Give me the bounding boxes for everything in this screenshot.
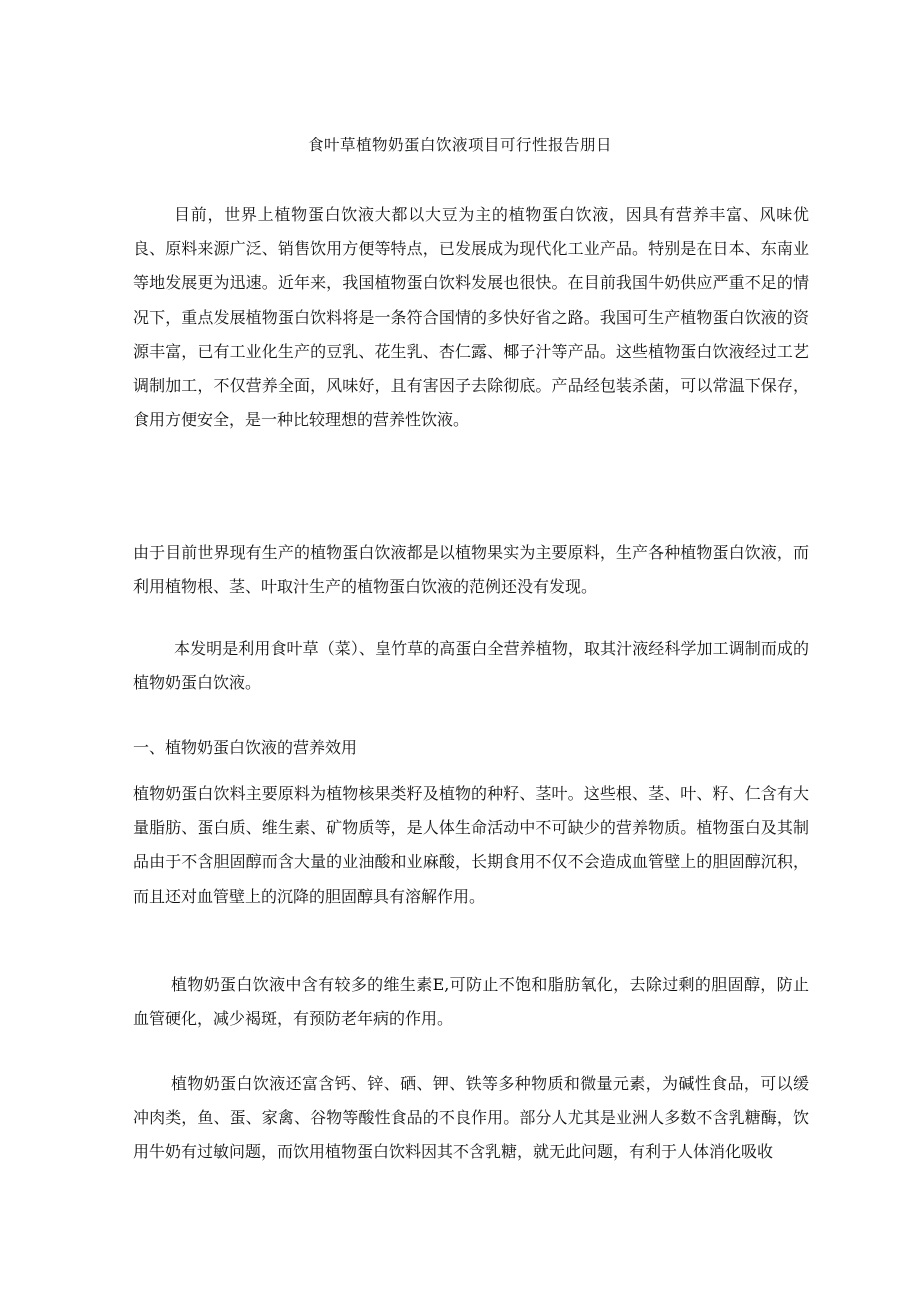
paragraph-minerals: 植物奶蛋白饮液还富含钙、锌、硒、钾、铁等多种物质和微量元素，为碱性食品，可以缓冲肉类，鱼、蛋、家禽、谷物等酸性食品的不良作用。部分人尤其是业洲人多数不含乳糖酶，饮用牛奶有过敏问题，而饮用植物蛋白饮料因其不含乳糖，就无此问题，有利于人体消化吸收 <box>133 1074 809 1162</box>
paragraph-current-status: 由于目前世界现有生产的植物蛋白饮液都是以植物果实为主要原料，生产各种植物蛋白饮液，而利用植物根、茎、叶取汁生产的植物蛋白饮液的范例还没有发现。 <box>133 543 809 597</box>
paragraph-invention: 本发明是利用食叶草（菜）、皇竹草的高蛋白全营养植物，取其汁液经科学加工调制而成的植物奶蛋白饮液。 <box>133 639 809 693</box>
paragraph-intro: 目前，世界上植物蛋白饮液大都以大豆为主的植物蛋白饮液，因具有营养丰富、风味优良、原料来源广泛、销售饮用方便等特点，已发展成为现代化工业产品。特别是在日本、东南业等地发展更为迅速。近年来，我国植物蛋白饮料发展也很快。在目前我国牛奶供应严重不足的情况下，重点发展植物蛋白饮料将是一条符合国情的多快好省之路。我国可生产植物蛋白饮液的资源丰富，已有工业化生产的豆乳、花生乳、杏仁露、椰子汁等产品。这些植物蛋白饮液经过工艺调制加工，不仅营养全面，风味好，且有害因子去除彻底。产品经包装杀菌，可以常温下保存，食用方便安全，是一种比较理想的营养性饮液。 <box>133 205 809 430</box>
section-heading: 一、植物奶蛋白饮液的营养效用 <box>133 738 358 757</box>
paragraph-vitamin-e: 植物奶蛋白饮液中含有较多的维生素E,可防止不饱和脂肪氧化，去除过剩的胆固醇，防止血管硬化，减少褐斑，有预防老年病的作用。 <box>133 975 809 1029</box>
paragraph-ingredients: 植物奶蛋白饮料主要原料为植物核果类籽及植物的种籽、茎叶。这些根、茎、叶、籽、仁含有大量脂肪、蛋白质、维生素、矿物质等，是人体生命活动中不可缺少的营养物质。植物蛋白及其制品由于不含胆固醇而含大量的业油酸和业麻酸，长期食用不仅不会造成血管壁上的胆固醇沉积，而且还对血管壁上的沉降的胆固醇具有溶解作用。 <box>133 784 809 906</box>
document-title: 食叶草植物奶蛋白饮液项目可行性报告朋日 <box>307 136 612 154</box>
